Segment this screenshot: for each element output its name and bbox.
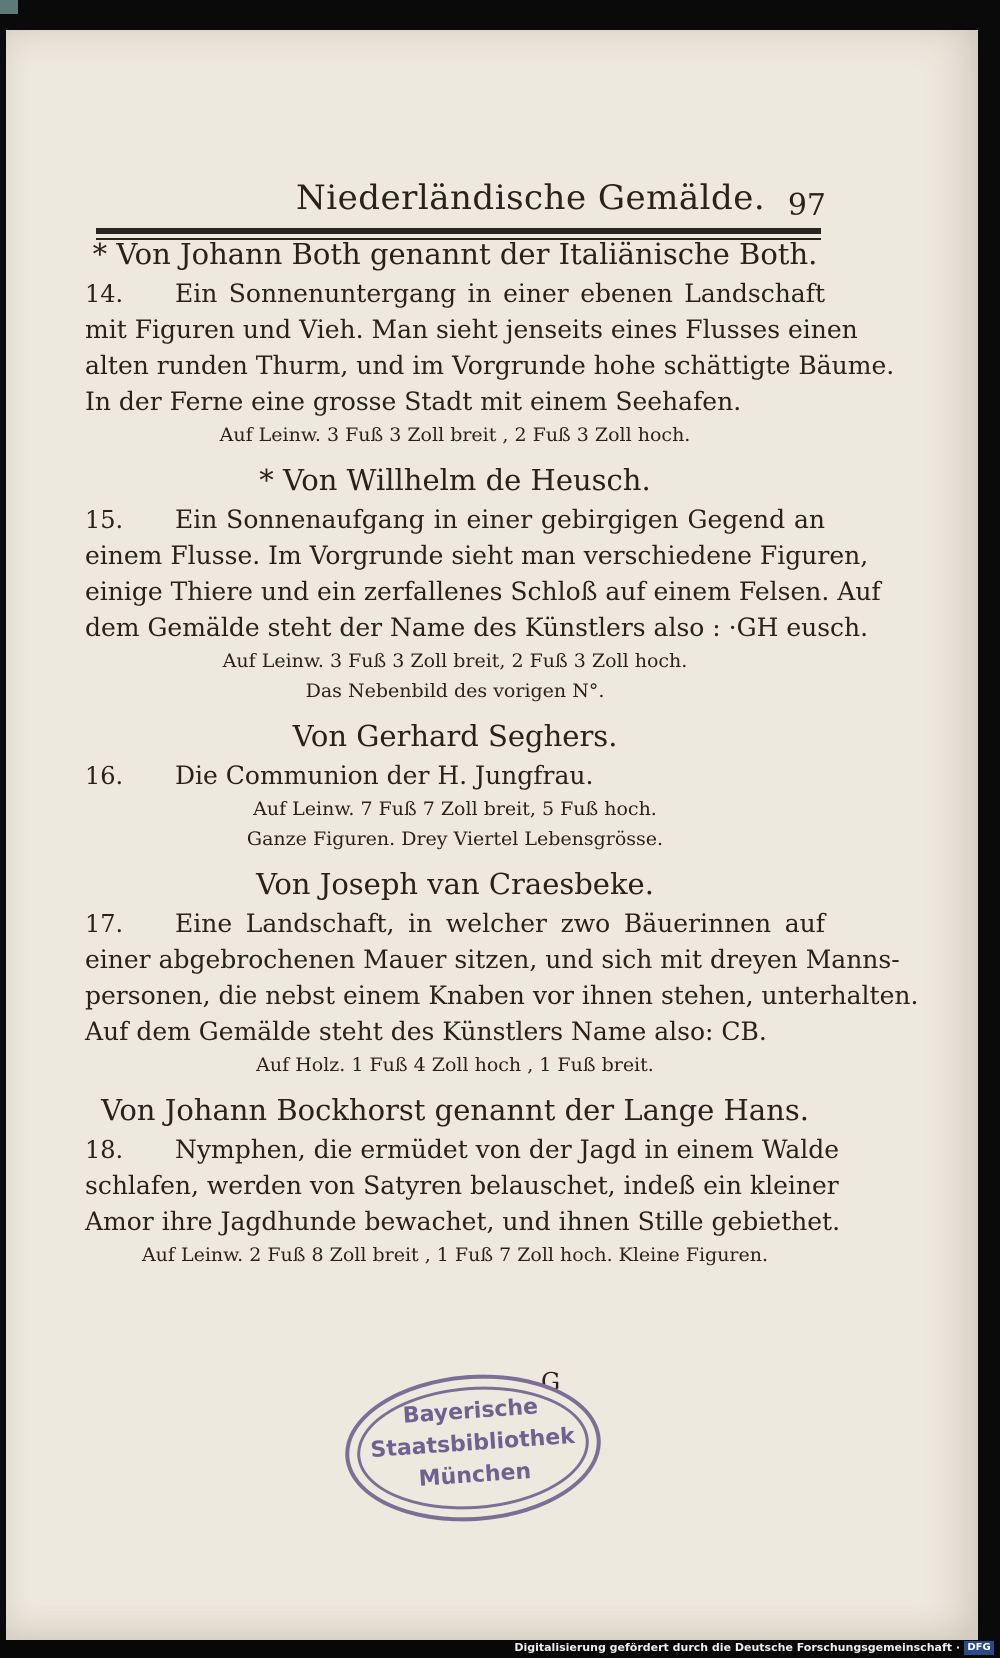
page-body xyxy=(85,232,919,1270)
entry-text-line: einige Thiere und ein zerfallenes Schloß auf einem Felsen. Auf xyxy=(85,577,881,606)
entry-heading: Von Gerhard Seghers. xyxy=(292,719,618,753)
entry-heading: Von Johann Bockhorst genannt der Lange Hans. xyxy=(101,1093,809,1127)
entry-text-line xyxy=(85,1132,840,1168)
entry-heading: * Von Johann Both genannt der Italiänische Both. xyxy=(92,237,818,271)
entry-number: 14. xyxy=(85,280,124,308)
entry-text-line: personen, die nebst einem Knaben vor ihnen stehen, unterhalten. xyxy=(85,981,919,1010)
entry-text-line: Amor ihre Jagdhunde bewachet, und ihnen Stille gebiethet. xyxy=(85,1207,841,1236)
entry-text-line xyxy=(85,906,825,942)
entry-text-line xyxy=(85,502,825,538)
page-number: 97 xyxy=(787,188,826,223)
entry-dimensions: Auf Leinw. 3 Fuß 3 Zoll breit, 2 Fuß 3 Zoll hoch. xyxy=(222,650,688,672)
entry-text-line: einem Flusse. Im Vorgrunde sieht man verschiedene Figuren, xyxy=(85,541,869,570)
entry-text: Ein Sonnenaufgang in einer gebirgigen Gegend an xyxy=(175,505,825,534)
entry-dimensions: Auf Leinw. 3 Fuß 3 Zoll breit , 2 Fuß 3 Zoll hoch. xyxy=(219,424,691,446)
entry-text: Eine Landschaft, in welcher zwo Bäuerinnen auf xyxy=(175,909,825,938)
entry-text-line: In der Ferne eine grosse Stadt mit einem Seehafen. xyxy=(85,387,742,416)
entry-dimensions: Auf Leinw. 2 Fuß 8 Zoll breit , 1 Fuß 7 Zoll hoch. Kleine Figuren. xyxy=(141,1244,769,1266)
digitization-credit: Digitalisierung gefördert durch die Deutsche Forschungsgemeinschaft · xyxy=(514,1641,960,1654)
entry-text-line: dem Gemälde steht der Name des Künstlers also : ·GH eusch. xyxy=(85,613,869,642)
stamp-line: Bayerische xyxy=(402,1394,539,1429)
entry-dimensions: Auf Leinw. 7 Fuß 7 Zoll breit, 5 Fuß hoch. xyxy=(253,798,657,820)
entry-note: Das Nebenbild des vorigen N°. xyxy=(305,680,605,702)
entry-heading: * Von Willhelm de Heusch. xyxy=(259,463,651,497)
page-header xyxy=(96,150,826,230)
entry-text: Ein Sonnenuntergang in einer ebenen Landschaft xyxy=(175,279,825,308)
entry-text-line: einer abgebrochenen Mauer sitzen, und sich mit dreyen Manns- xyxy=(85,945,900,974)
entry-text-line xyxy=(85,758,825,794)
entry-number: 18. xyxy=(85,1136,124,1164)
entry-text-line: mit Figuren und Vieh. Man sieht jenseits eines Flusses einen xyxy=(85,315,858,344)
entry-text-line xyxy=(85,276,825,312)
entry-text-line: Auf dem Gemälde steht des Künstlers Name also: CB. xyxy=(85,1017,767,1046)
stamp-line: München xyxy=(417,1459,532,1492)
stamp-line: Staatsbibliothek xyxy=(369,1423,576,1464)
entry-heading: Von Joseph van Craesbeke. xyxy=(256,867,654,901)
entry-note: Ganze Figuren. Drey Viertel Lebensgrösse. xyxy=(246,828,664,850)
entry-dimensions: Auf Holz. 1 Fuß 4 Zoll hoch , 1 Fuß breit. xyxy=(256,1054,654,1076)
signature-mark: G xyxy=(541,1368,561,1396)
entry-text: Die Communion der H. Jungfrau. xyxy=(175,761,594,790)
running-title: Niederländische Gemälde. xyxy=(296,178,766,218)
entry-number: 17. xyxy=(85,910,124,938)
entry-text-line: schlafen, werden von Satyren belauschet, indeß ein kleiner xyxy=(85,1171,839,1200)
entry-text: Nymphen, die ermüdet von der Jagd in einem Walde xyxy=(175,1135,840,1164)
entry-number: 15. xyxy=(85,506,124,534)
entry-number: 16. xyxy=(85,762,124,790)
entry-text-line: alten runden Thurm, und im Vorgrunde hohe schättigte Bäume. xyxy=(85,351,895,380)
corner-marker xyxy=(0,0,18,14)
dfg-logo-icon: DFG xyxy=(964,1641,994,1655)
